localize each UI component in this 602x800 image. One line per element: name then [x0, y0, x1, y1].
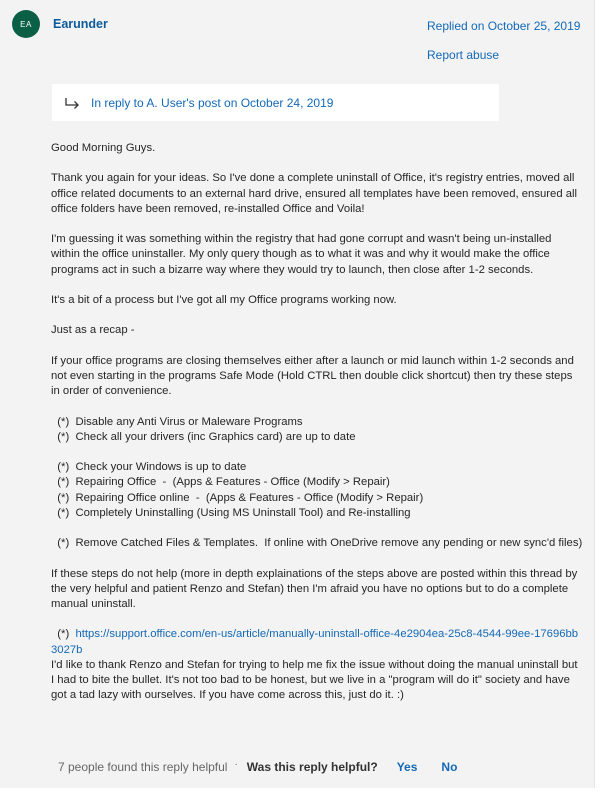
avatar[interactable]: EA [12, 10, 40, 38]
replied-date: Replied on October 25, 2019 [427, 19, 581, 33]
list-item: (*) Repairing Office online - (Apps & Features - Office (Modify > Repair) [51, 491, 424, 504]
steps-list [51, 415, 583, 445]
helpful-footer [58, 760, 457, 774]
helpful-count: 7 people found this reply helpful [58, 760, 228, 774]
post-body [51, 141, 583, 719]
helpful-question: Was this reply helpful? [246, 760, 378, 774]
post-paragraph: If these steps do not help (more in depth explainations of the steps above are posted within this thread by the very helpful and patient Renzo and Stefan) then I'm afraid you have no options but to do a complete manual uninstall. [51, 567, 578, 610]
link-bullet: (*) [51, 628, 76, 641]
list-item: (*) Check your Windows is up to date [51, 461, 247, 474]
post-paragraph: Thank you again for your ideas. So I've done a complete uninstall of Office, it's registry entries, moved all office related documents to an external hard drive, ensured all templates have been removed, ensured all office folders have been removed, re-installed Office and Voila! [51, 172, 578, 215]
list-item: (*) Check all your drivers (inc Graphics card) are up to date [51, 430, 356, 443]
post-greeting: Good Morning Guys. [51, 142, 156, 154]
support-article-link[interactable]: https://support.office.com/en-us/article/manually-uninstall-office-4e2904ea-25c8-4544-99ee-17696bb3027b [51, 628, 579, 656]
post-paragraph: I'm guessing it was something within the registry that had gone corrupt and wasn't being un-installed within the office uninstaller. My only query though as to what it was and why it would make the office programs act in such a bizarre way where they would try to launch, then close after 1-2 seconds. [51, 233, 552, 276]
reply-arrow-icon [64, 97, 80, 109]
post-paragraph: I'd like to thank Renzo and Stefan for trying to help me fix the issue without doing the manual uninstall but I had to bite the bullet. It's not too bad to be honest, but we live in a "program will do it" society and have got a tad lazy with ourselves. If you have come across this, just do it. :) [51, 658, 578, 702]
list-item: (*) Completely Uninstalling (Using MS Uninstall Tool) and Re-installing [51, 506, 411, 519]
list-item: (*) Disable any Anti Virus or Maleware Programs [51, 415, 303, 428]
author-name[interactable]: Earunder [53, 17, 108, 31]
separator-dot: · [234, 758, 238, 770]
in-reply-to-link[interactable]: In reply to A. User's post on October 24, 2019 [91, 95, 334, 110]
post-paragraph: Just as a recap - [51, 324, 135, 337]
list-item: (*) Repairing Office - (Apps & Features - Office (Modify > Repair) [51, 476, 390, 489]
link-line [51, 627, 583, 657]
post-paragraph: If your office programs are closing themselves either after a launch or mid launch within 1-2 seconds and not even starting in the programs Safe Mode (Hold CTRL then double click shortcut) then try these steps in order of convenience. [51, 354, 574, 398]
post-paragraph: It's a bit of a process but I've got all my Office programs working now. [51, 293, 397, 306]
in-reply-to-box [52, 84, 499, 121]
list-item: (*) Remove Catched Files & Templates. If online with OneDrive remove any pending or new sync'd files) [51, 537, 583, 550]
steps-list [51, 460, 583, 521]
yes-button[interactable]: Yes [396, 760, 418, 774]
no-button[interactable]: No [441, 760, 458, 774]
report-abuse-link[interactable]: Report abuse [427, 48, 500, 62]
